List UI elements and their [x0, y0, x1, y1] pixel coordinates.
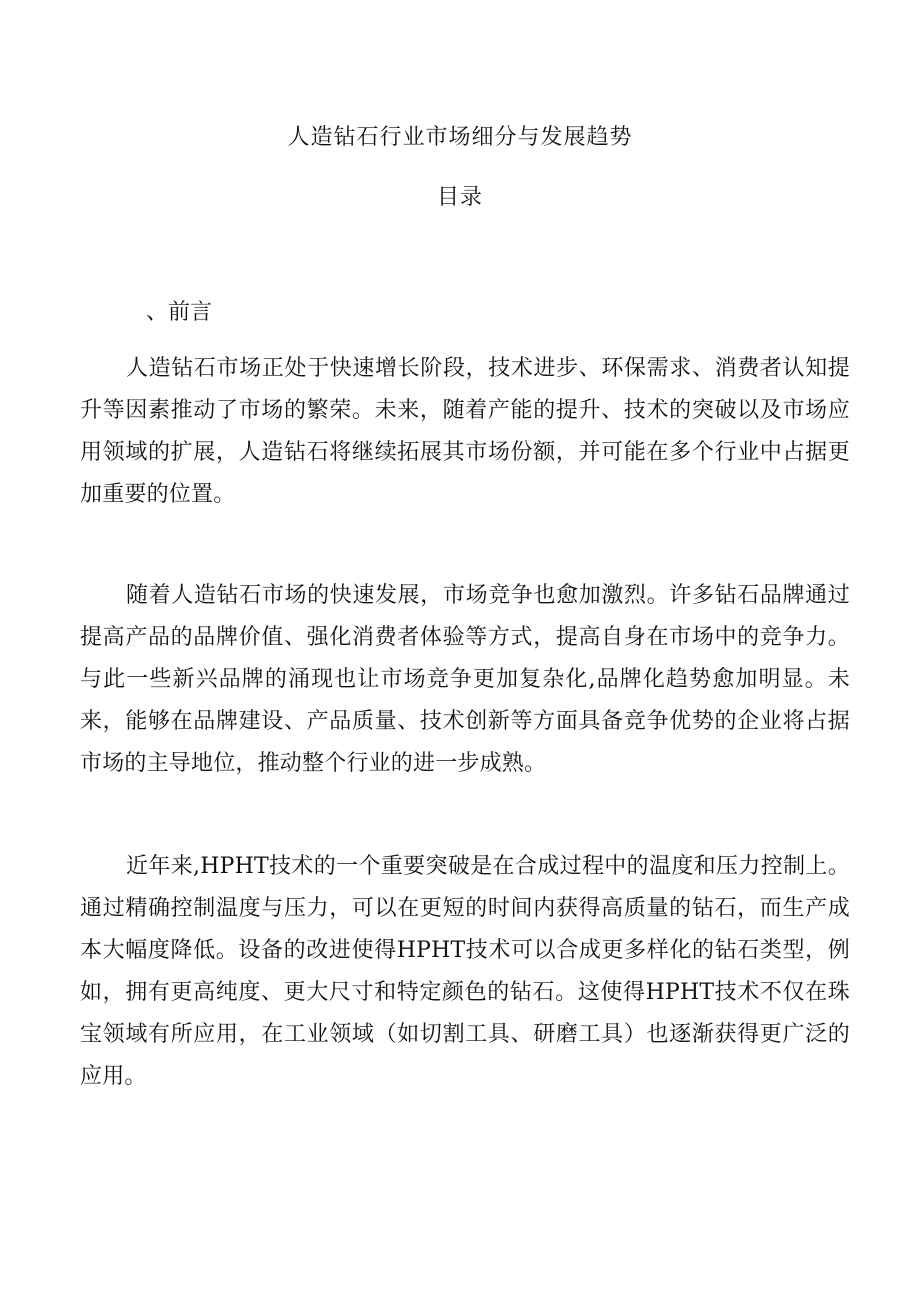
- paragraph-brand-competition: 随着人造钻石市场的快速发展，市场竞争也愈加激烈。许多钻石品牌通过提高产品的品牌价值、强化消费者体验等方式，提高自身在市场中的竞争力。与此一些新兴品牌的涌现也让市场竞争更加复杂化,品牌化趋势愈加明显。未来，能够在品牌建设、产品质量、技术创新等方面具备竞争优势的企业将占据市场的主导地位，推动整个行业的进一步成熟。: [80, 583, 850, 776]
- section-heading-preface: 、前言: [146, 300, 213, 325]
- document-title: 人造钻石行业市场细分与发展趋势: [287, 125, 633, 150]
- table-of-contents-heading: 目录: [436, 185, 483, 210]
- paragraph-hpht-technology: 近年来,HPHT技术的一个重要突破是在合成过程中的温度和压力控制上。通过精确控制温度与压力，可以在更短的时间内获得高质量的钻石，而生产成本大幅度降低。设备的改进使得HPHT技术可以合成更多样化的钻石类型，例如，拥有更高纯度、更大尺寸和特定颜色的钻石。这使得HPHT技术不仅在珠宝领域有所应用，在工业领域（如切割工具、研磨工具）也逐渐获得更广泛的应用。: [80, 854, 850, 1089]
- paragraph-market-growth: 人造钻石市场正处于快速增长阶段，技术进步、环保需求、消费者认知提升等因素推动了市场的繁荣。未来，随着产能的提升、技术的突破以及市场应用领域的扩展，人造钻石将继续拓展其市场份额，并可能在多个行业中占据更加重要的位置。: [80, 356, 850, 507]
